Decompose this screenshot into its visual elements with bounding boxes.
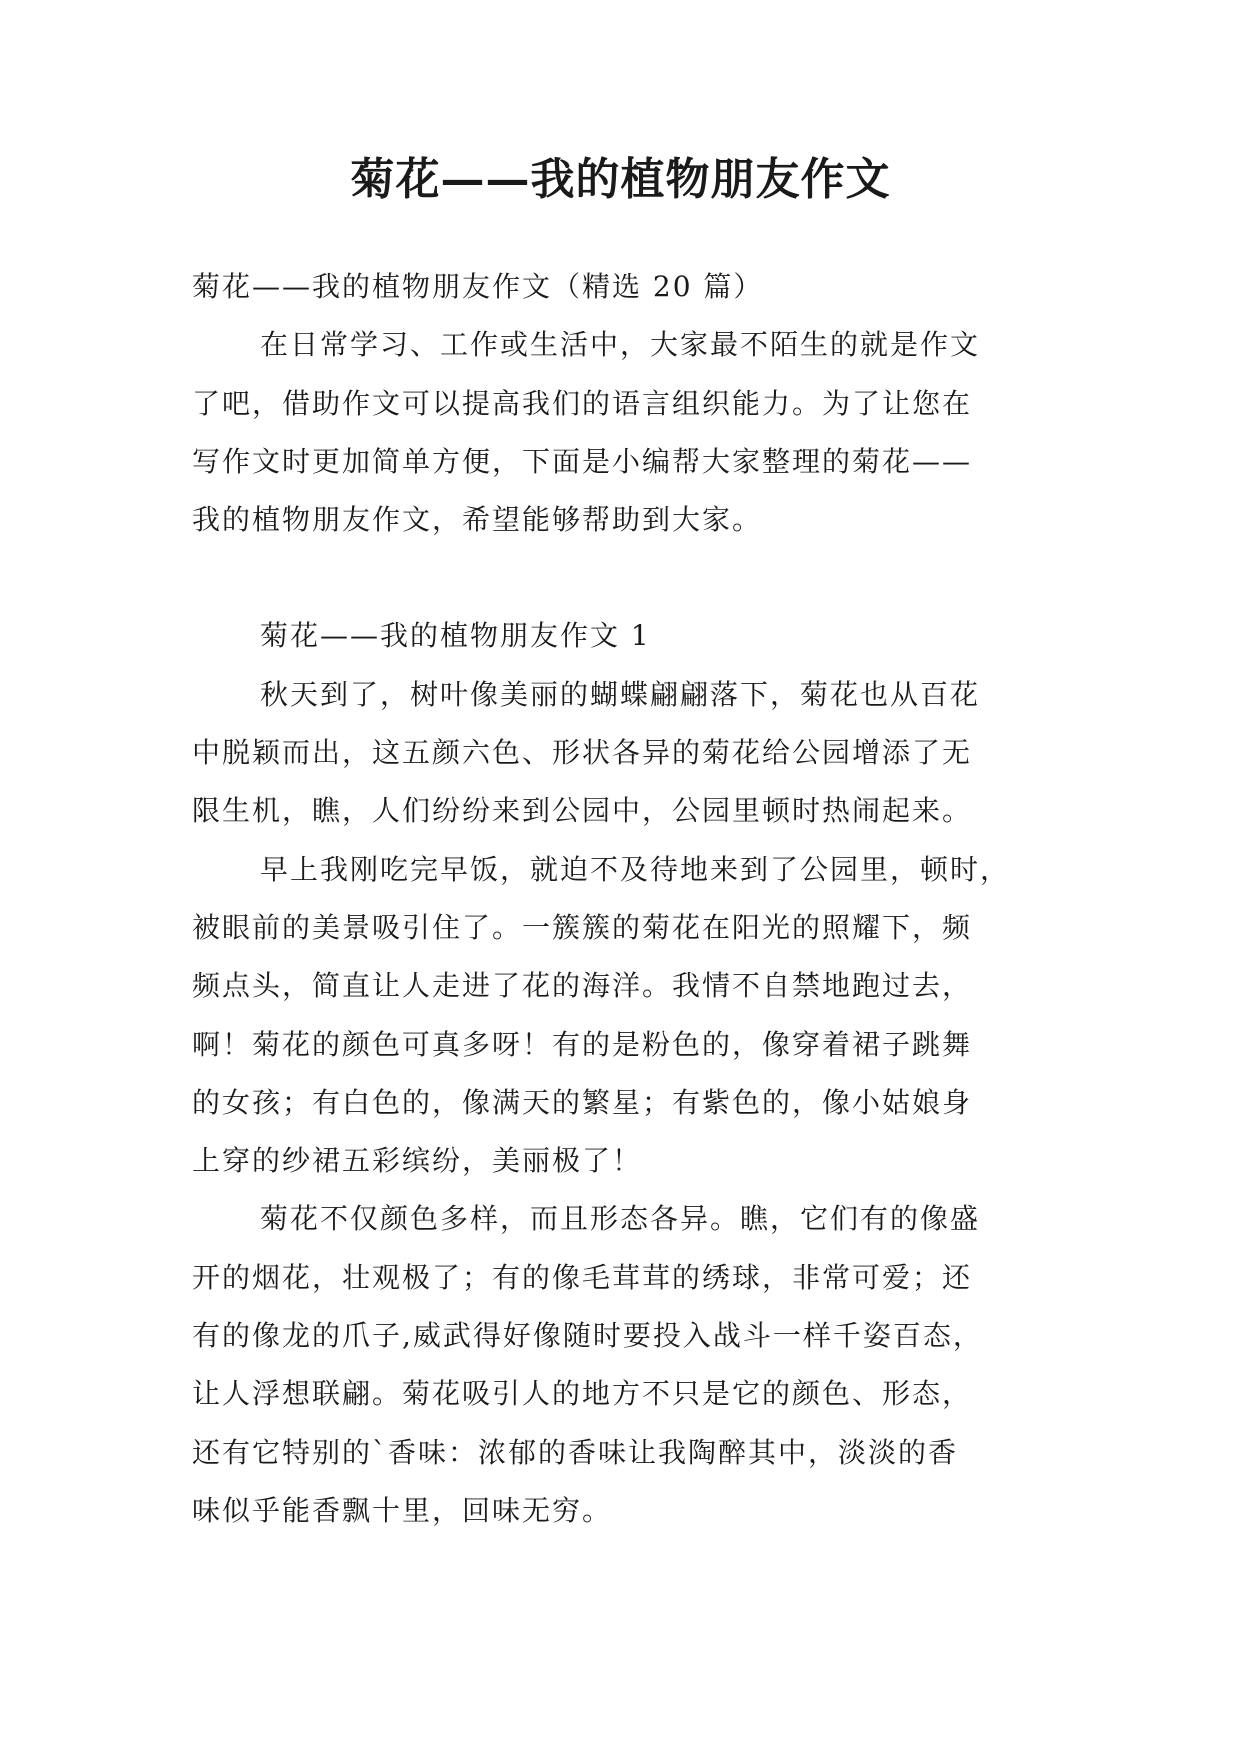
- paragraph-line: 啊！菊花的颜色可真多呀！有的是粉色的，像穿着裙子跳舞: [192, 1027, 973, 1061]
- document-subtitle: 菊花——我的植物朋友作文（精选 20 篇）: [192, 270, 764, 303]
- paragraph-line: 限生机，瞧，人们纷纷来到公园中，公园里顿时热闹起来。: [192, 794, 973, 828]
- paragraph-line: 秋天到了，树叶像美丽的蝴蝶翩翩落下，菊花也从百花: [260, 677, 981, 711]
- paragraph-line: 让人浮想联翩。菊花吸引人的地方不只是它的颜色、形态，: [192, 1377, 973, 1411]
- paragraph-line: 菊花不仅颜色多样，而且形态各异。瞧，它们有的像盛: [260, 1202, 981, 1236]
- paragraph-line: 的女孩；有白色的，像满天的繁星；有紫色的，像小姑娘身: [192, 1085, 973, 1119]
- essay-paragraph-2: [192, 841, 1072, 1191]
- intro-line: 了吧，借助作文可以提高我们的语言组织能力。为了让您在: [192, 386, 973, 420]
- document-title: 菊花——我的植物朋友作文: [350, 154, 891, 205]
- section-spacer: [192, 549, 1072, 607]
- paragraph-line: 频点头，简直让人走进了花的海洋。我情不自禁地跑过去，: [192, 969, 973, 1003]
- essay-paragraph-3: [192, 1190, 1072, 1540]
- intro-line: 在日常学习、工作或生活中，大家最不陌生的就是作文: [260, 328, 981, 362]
- essay-paragraph-1: [192, 666, 1072, 841]
- paragraph-line: 被眼前的美景吸引住了。一簇簇的菊花在阳光的照耀下，频: [192, 910, 973, 944]
- paragraph-line: 味似乎能香飘十里，回味无穷。: [192, 1493, 613, 1527]
- intro-line: 我的植物朋友作文，希望能够帮助到大家。: [192, 503, 763, 537]
- paragraph-line: 上穿的纱裙五彩缤纷，美丽极了！: [192, 1144, 643, 1178]
- paragraph-line: 有的像龙的爪子,威武得好像随时要投入战斗一样千姿百态，: [192, 1319, 983, 1353]
- intro-paragraph: [192, 316, 1072, 549]
- essay-heading: 菊花——我的植物朋友作文 1: [260, 619, 651, 653]
- paragraph-line: 开的烟花，壮观极了；有的像毛茸茸的绣球，非常可爱；还: [192, 1260, 973, 1294]
- intro-line: 写作文时更加简单方便，下面是小编帮大家整理的菊花——: [192, 444, 973, 478]
- document-body: [192, 258, 1072, 1540]
- paragraph-line: 中脱颖而出，这五颜六色、形状各异的菊花给公园增添了无: [192, 736, 973, 770]
- paragraph-line: 早上我刚吃完早饭，就迫不及待地来到了公园里，顿时，: [260, 852, 1011, 886]
- paragraph-line: 还有它特别的`香味：浓郁的香味让我陶醉其中，淡淡的香: [192, 1435, 959, 1469]
